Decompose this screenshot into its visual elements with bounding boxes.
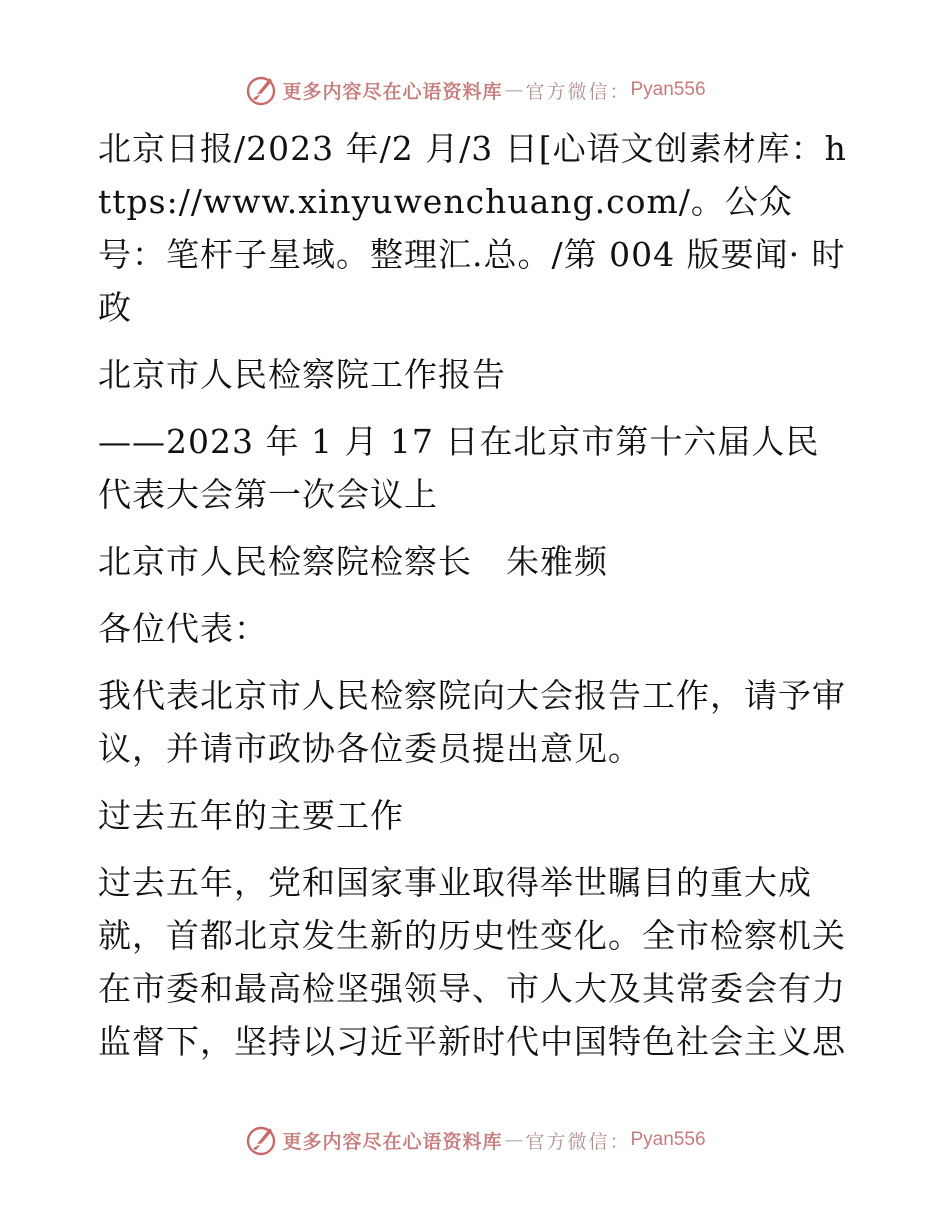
report-author: 北京市人民检察院检察长 朱雅频 xyxy=(98,542,608,581)
footer-watermark-banner xyxy=(0,1120,950,1160)
watermark-wechat-id: Pyan556 xyxy=(630,1129,706,1150)
watermark-text: 更多内容尽在心语资料库 xyxy=(282,80,503,103)
source-line: 北京日报/2023 年/2 月/3 日[心语文创素材库：https://www.xinyuwenchuang.com/。公众号：笔杆子星域。整理汇.总。/第 004 版要闻· 时政 xyxy=(98,129,847,327)
watermark-text: 更多内容尽在心语资料库 xyxy=(282,1130,503,1153)
header-watermark-banner xyxy=(0,70,950,110)
quill-pen-seal-icon xyxy=(244,1123,278,1157)
watermark-dash: — xyxy=(504,79,524,101)
watermark-wechat-id: Pyan556 xyxy=(630,79,706,100)
watermark-official-label: 官方微信： xyxy=(525,80,631,103)
report-title: 北京市人民检察院工作报告 xyxy=(98,355,506,394)
watermark-dash: — xyxy=(504,1129,524,1151)
body-paragraph: 过去五年，党和国家事业取得举世瞩目的重大成就，首都北京发生新的历史性变化。全市检察机关在市委和最高检坚强领导、市人大及其常委会有力监督下，坚持以习近平新时代中国特色社会主义思 xyxy=(98,863,846,1061)
watermark-official-label: 官方微信： xyxy=(525,1130,631,1153)
quill-pen-seal-icon xyxy=(244,73,278,107)
section-heading: 过去五年的主要工作 xyxy=(98,796,404,835)
intro-paragraph: 我代表北京市人民检察院向大会报告工作，请予审议，并请市政协各位委员提出意见。 xyxy=(98,676,846,768)
report-subtitle: ——2023 年 1 月 17 日在北京市第十六届人民代表大会第一次会议上 xyxy=(98,422,820,514)
salutation: 各位代表： xyxy=(98,609,268,648)
document-body xyxy=(98,122,850,1068)
